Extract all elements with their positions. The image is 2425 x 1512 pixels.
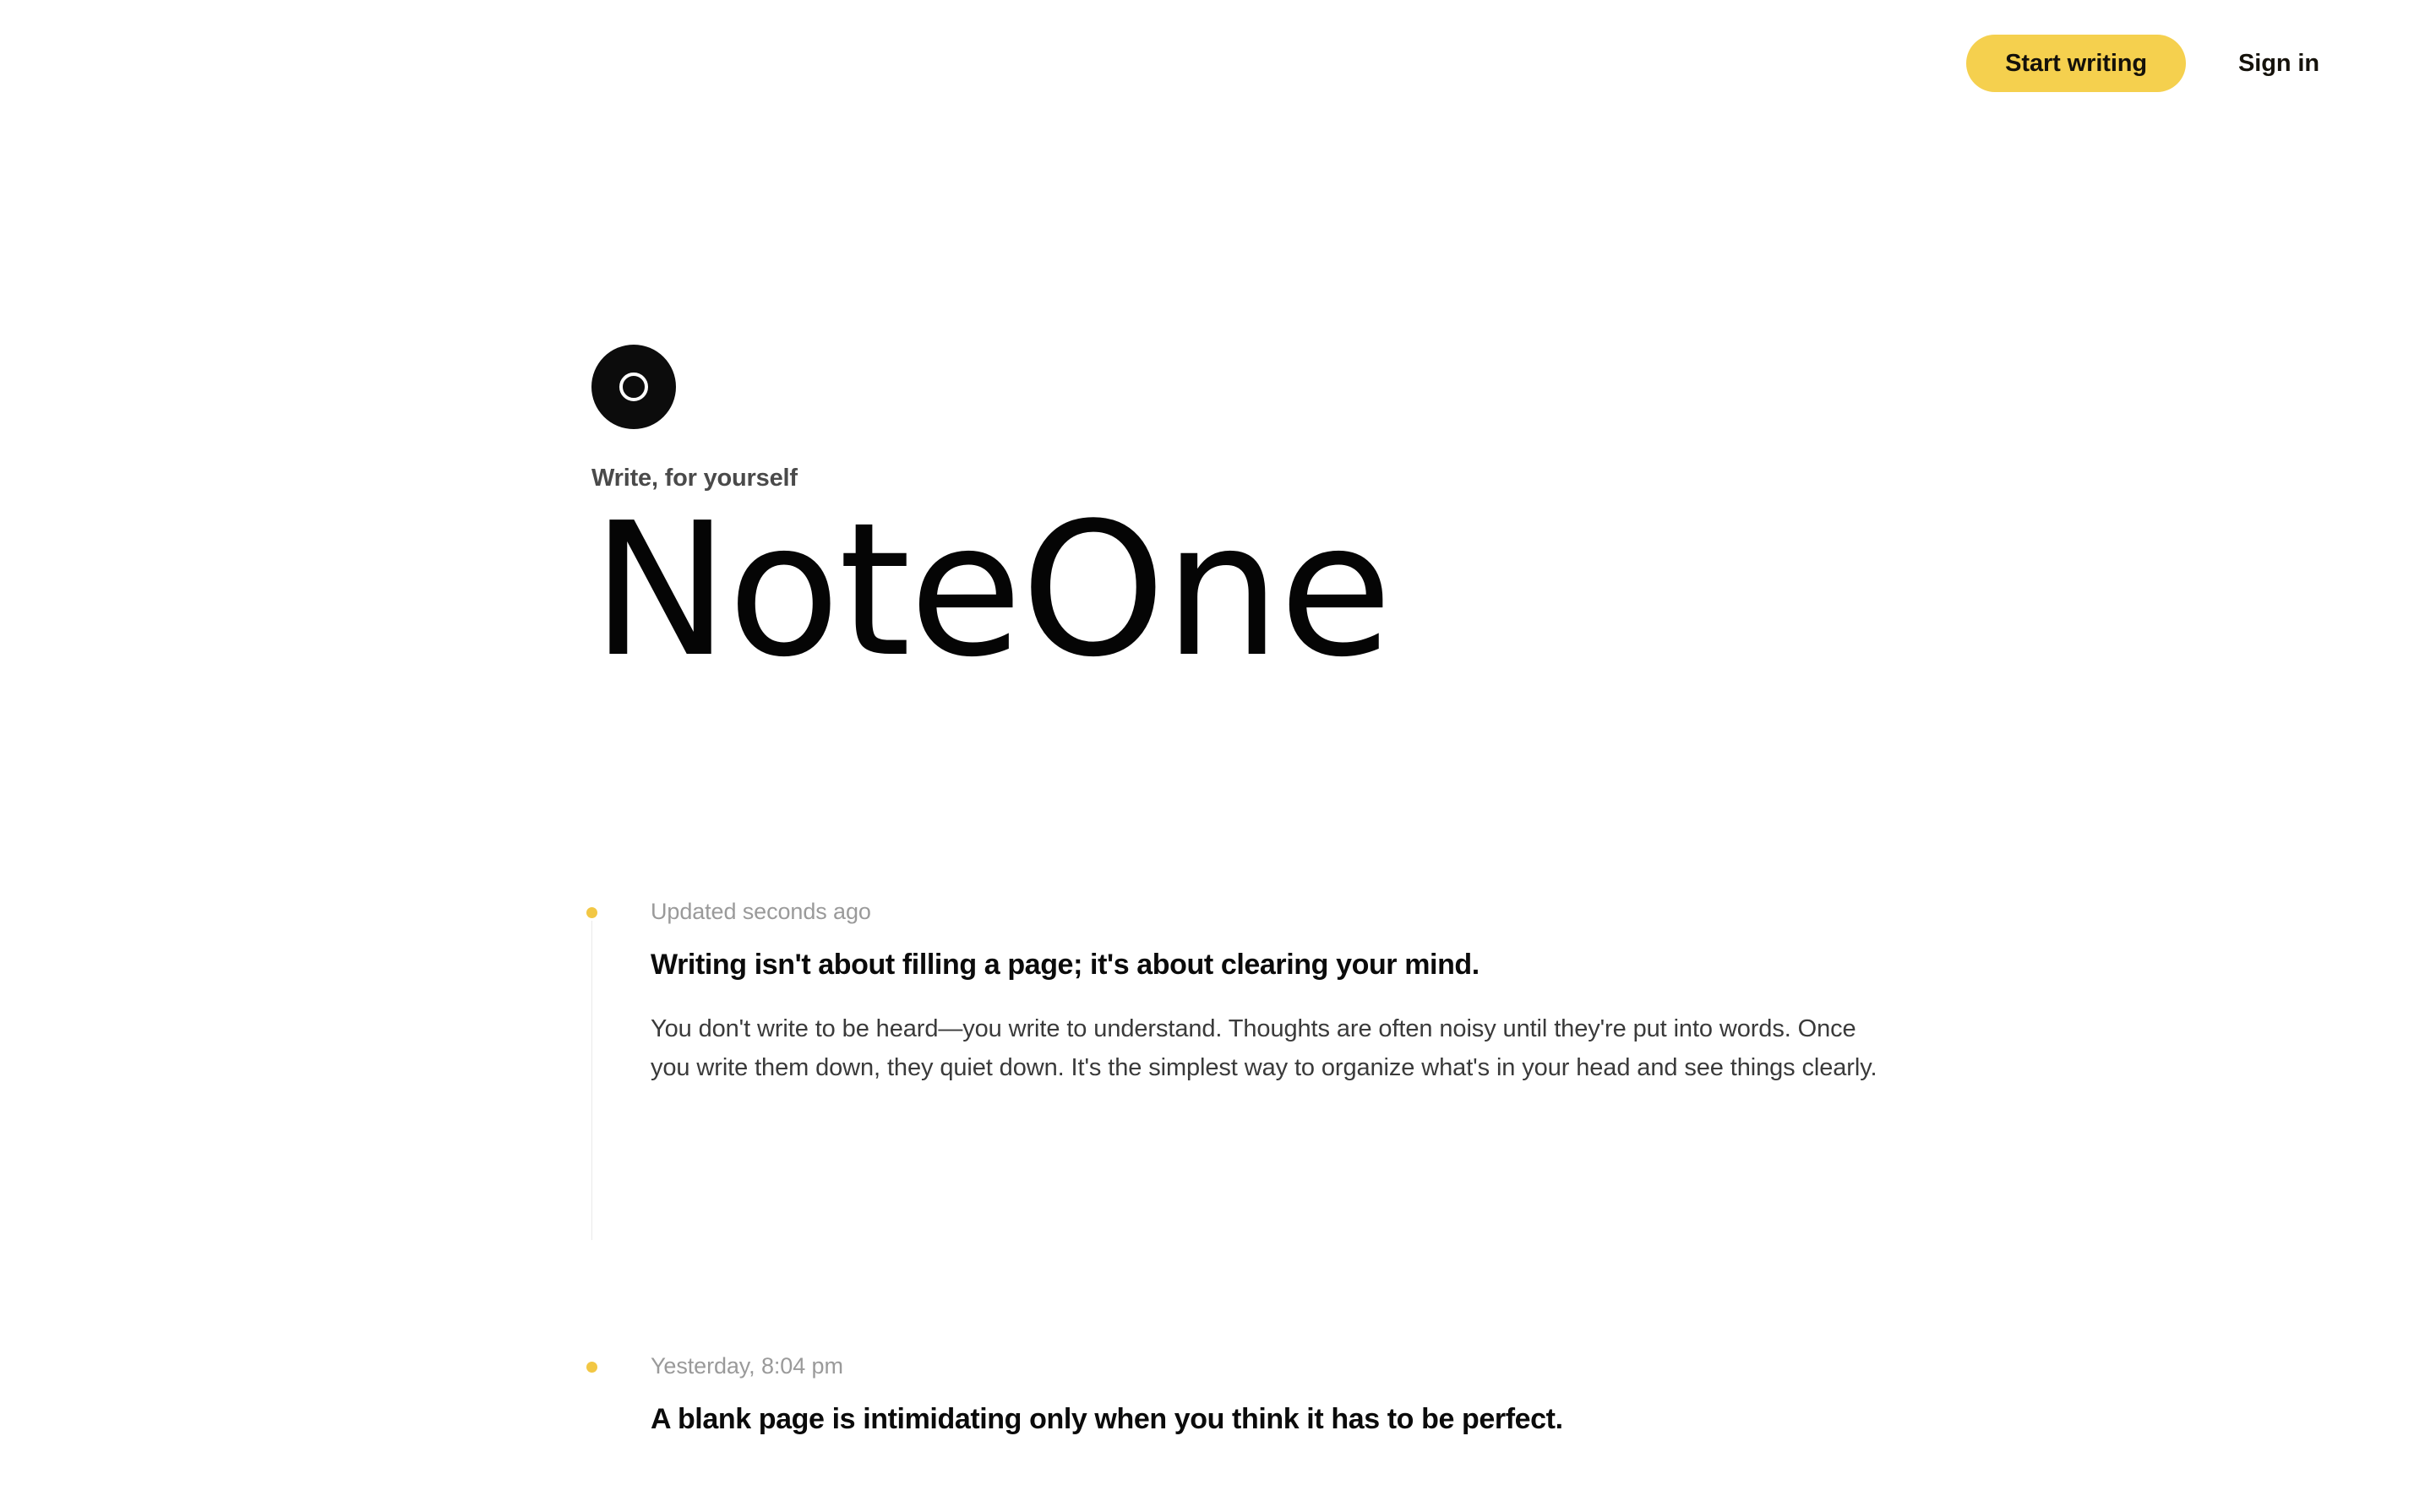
- start-writing-button[interactable]: Start writing: [1966, 35, 2186, 92]
- timeline-dot-icon: [586, 907, 597, 918]
- notes-feed: [591, 895, 2028, 1447]
- list-item[interactable]: [591, 895, 2028, 1240]
- feed-gap: [591, 1240, 2028, 1350]
- page-title: NoteOne: [591, 484, 1391, 698]
- logo-circle-icon: [591, 345, 676, 429]
- note-timestamp: Yesterday, 8:04 pm: [651, 1353, 843, 1379]
- note-title: Writing isn't about filling a page; it's about clearing your mind.: [651, 949, 1480, 981]
- note-timestamp: Updated seconds ago: [651, 899, 871, 924]
- timeline-dot-icon: [586, 1362, 597, 1373]
- top-navigation: [0, 0, 2425, 127]
- note-spacer: [651, 1088, 2028, 1232]
- note-body: You don't write to be heard—you write to understand. Thoughts are often noisy until they're put into words. Once you write them down, they quiet down. It's the simplest way to organize what's in your head and see things clearly.: [651, 1014, 1877, 1082]
- note-title: A blank page is intimidating only when you think it has to be perfect.: [651, 1403, 1563, 1436]
- list-item[interactable]: [591, 1350, 2028, 1447]
- hero-section: [591, 345, 2028, 698]
- logo-inner-ring: [619, 373, 648, 401]
- hero-tagline: Write, for yourself: [591, 465, 798, 492]
- timeline-rail: [591, 921, 592, 1240]
- sign-in-link[interactable]: Sign in: [2238, 49, 2319, 77]
